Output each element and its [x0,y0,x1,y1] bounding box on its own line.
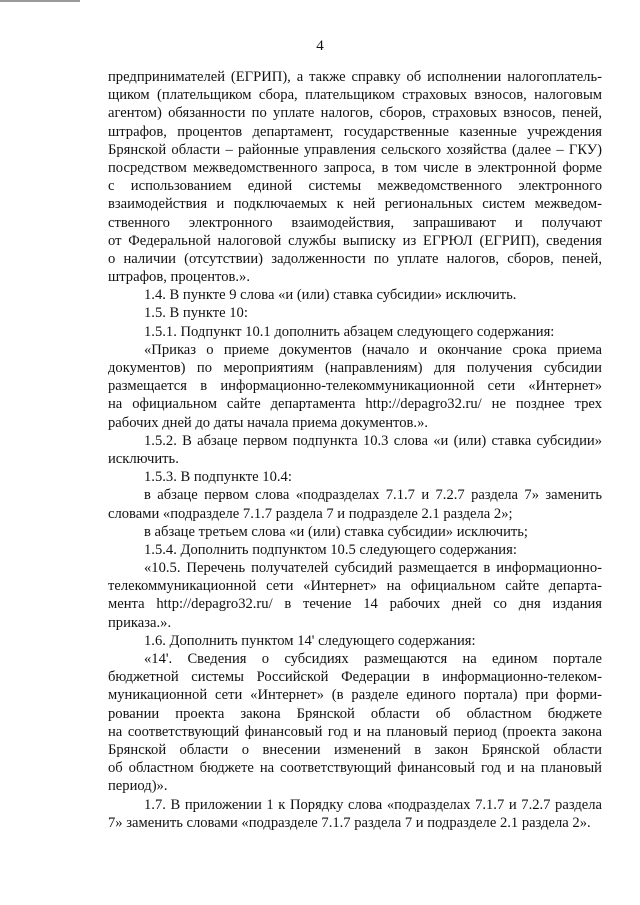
text-line: ственного электронного взаимодействия, запрашивают и получают [108,214,602,231]
text-line: посредством межведомственного запроса, в том числе в электронной форме [108,159,602,176]
text-line: рабочих дней до даты начала приема документов.». [108,414,429,431]
text-line: словами «подразделе 7.1.7 раздела 7 и подразделе 2.1 раздела 2»; [108,505,513,522]
text-line: Брянской области о внесении изменений в закон Брянской области [108,741,602,758]
text-line: в абзаце третьем слова «и (или) ставка субсидии» исключить; [144,523,528,540]
page-number: 4 [316,38,324,54]
text-line: штрафов, процентов.». [108,269,250,286]
text-line: 1.7. В приложении 1 к Порядку слова «подразделах 7.1.7 и 7.2.7 раздела [144,796,602,813]
document-body [108,68,602,832]
text-line: документов) по мероприятиям (направлениям) для получения субсидии [108,360,602,376]
text-line: «14'. Сведения о субсидиях размещаются на едином портале [144,651,602,667]
text-line: предпринимателей (ЕГРИП), а также справку об исполнении налогоплатель- [108,69,602,85]
text-line: 1.5.2. В абзаце первом подпункта 10.3 слова «и (или) ставка субсидии» [144,432,602,449]
text-line: период)». [108,778,168,795]
text-line: мента http://depagro32.ru/ в течение 14 рабочих дней со дня издания [108,596,602,613]
text-line: на соответствующий финансовый год и на плановый период (проекта закона [108,723,602,740]
text-line: 1.5. В пункте 10: [144,305,248,322]
text-line: агентом) обязанности по уплате налогов, сборов, страховых взносов, пеней, [108,105,602,122]
text-line: на официальном сайте департамента http://depagro32.ru/ не позднее трех [108,396,602,413]
text-line: штрафов, процентов департамент, государственные казенные учреждения [108,123,602,140]
scan-corner-mark [0,0,80,2]
text-line: от Федеральной налоговой службы выписку из ЕГРЮЛ (ЕГРИП), сведения [108,232,602,249]
text-line: приказа.». [108,614,172,631]
text-line: 1.6. Дополнить пунктом 14' следующего содержания: [144,632,476,649]
text-line: «10.5. Перечень получателей субсидий размещается в информационно- [144,560,602,577]
text-line: размещается в информационно-телекоммуникационной сети «Интернет» [108,378,602,395]
text-line: об областном бюджете на соответствующий финансовый год и на плановый [108,760,602,777]
text-line: телекоммуникационной сети «Интернет» на официальном сайте департа- [108,578,602,595]
text-line: 1.4. В пункте 9 слова «и (или) ставка субсидии» исключить. [144,287,517,304]
text-line: «Приказ о приеме документов (начало и окончание срока приема [144,341,602,358]
text-line: исключить. [108,450,179,467]
text-line: щиком (плательщиком сбора, плательщиком страховых взносов, налоговым [108,87,602,104]
text-line: ровании проекта закона Брянской области об областном бюджете [108,705,602,722]
text-line: 7» заменить словами «подразделе 7.1.7 раздела 7 и подразделе 2.1 раздела 2». [108,814,591,831]
text-line: Брянской области – районные управления сельского хозяйства (далее – ГКУ) [108,141,602,158]
text-line: о наличии (отсутствии) задолженности по уплате налогов, сборов, пеней, [108,250,602,267]
text-line: взаимодействия и подключаемых к ней региональных систем межведом- [108,196,602,213]
text-line: бюджетной системы Российской Федерации в информационно-телеком- [108,669,602,686]
text-line: 1.5.4. Дополнить подпунктом 10.5 следующего содержания: [144,541,517,558]
text-line: с использованием единой системы межведомственного электронного [108,178,602,195]
text-line: 1.5.3. В подпункте 10.4: [144,469,292,486]
text-line: 1.5.1. Подпункт 10.1 дополнить абзацем следующего содержания: [144,323,555,340]
text-line: муникационной сети «Интернет» (в разделе единого портала) при форми- [108,687,602,704]
text-line: в абзаце первом слова «подразделах 7.1.7 и 7.2.7 раздела 7» заменить [144,487,602,504]
